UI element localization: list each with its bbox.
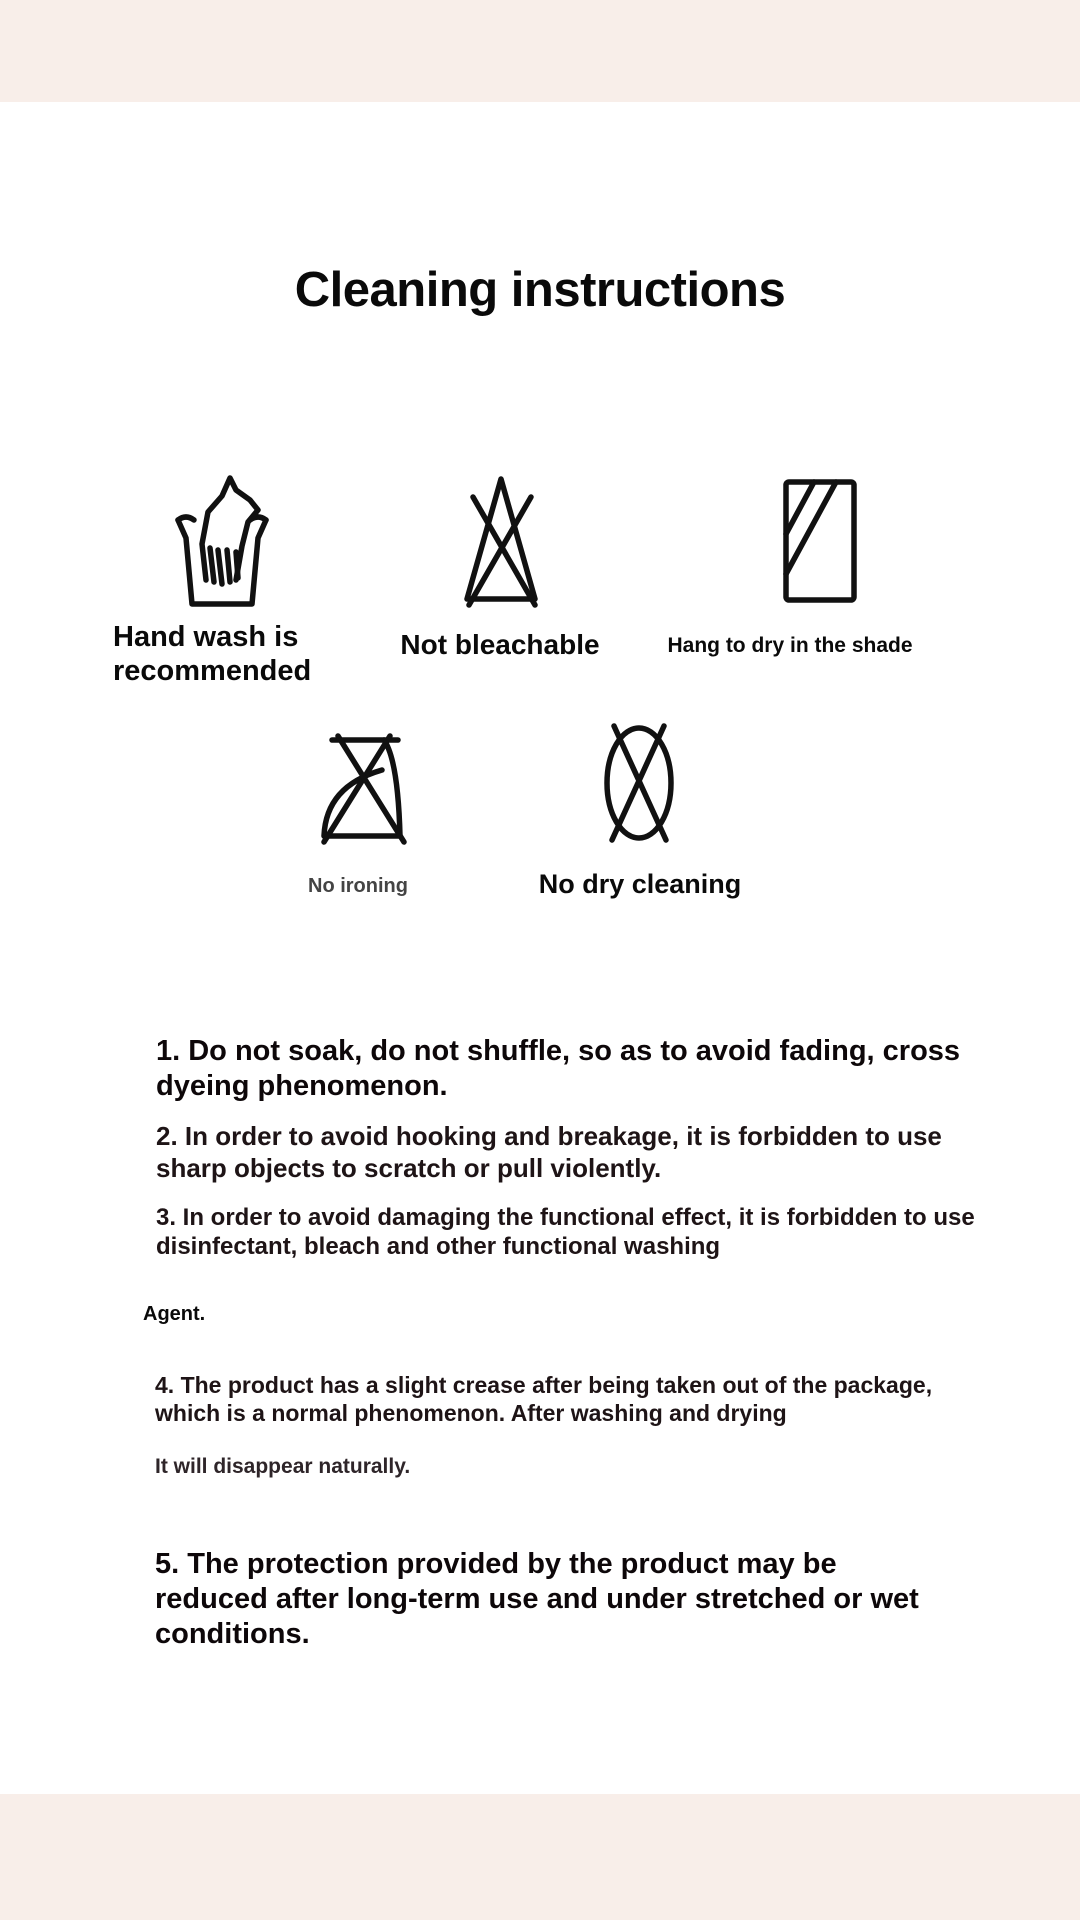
no-bleach-icon — [463, 475, 539, 605]
no-ironing-icon — [320, 730, 404, 846]
note-1: 1. Do not soak, do not shuffle, so as to avoid fading, cross dyeing phenomenon. — [156, 1035, 961, 1102]
note-2: 2. In order to avoid hooking and breakage, it is forbidden to use sharp objects to scratch or pull violently. — [156, 1121, 942, 1183]
note-5: 5. The protection provided by the product may be reduced after long-term use and under stretched or wet conditions. — [155, 1548, 919, 1650]
note-4: 4. The product has a slight crease after being taken out of the package, which is a normal phenomenon. After washing and drying — [155, 1372, 933, 1426]
hand-wash-label: Hand wash is recommended — [113, 621, 312, 688]
note-4-continuation: It will disappear naturally. — [155, 1455, 411, 1478]
no-dry-cleaning-label: No dry cleaning — [538, 869, 742, 899]
dry-in-shade-label: Hang to dry in the shade — [667, 634, 913, 657]
page-title: Cleaning instructions — [294, 263, 786, 317]
top-band — [0, 0, 1080, 102]
hand-wash-icon — [172, 474, 272, 606]
no-ironing-label: No ironing — [308, 875, 408, 897]
no-dry-cleaning-icon — [604, 722, 674, 844]
note-3: 3. In order to avoid damaging the functional effect, it is forbidden to use disinfectant, bleach and other functional washing — [156, 1204, 975, 1260]
no-bleach-label: Not bleachable — [400, 629, 600, 660]
bottom-band — [0, 1794, 1080, 1920]
dry-in-shade-icon — [782, 478, 858, 604]
note-3-continuation: Agent. — [143, 1303, 206, 1325]
